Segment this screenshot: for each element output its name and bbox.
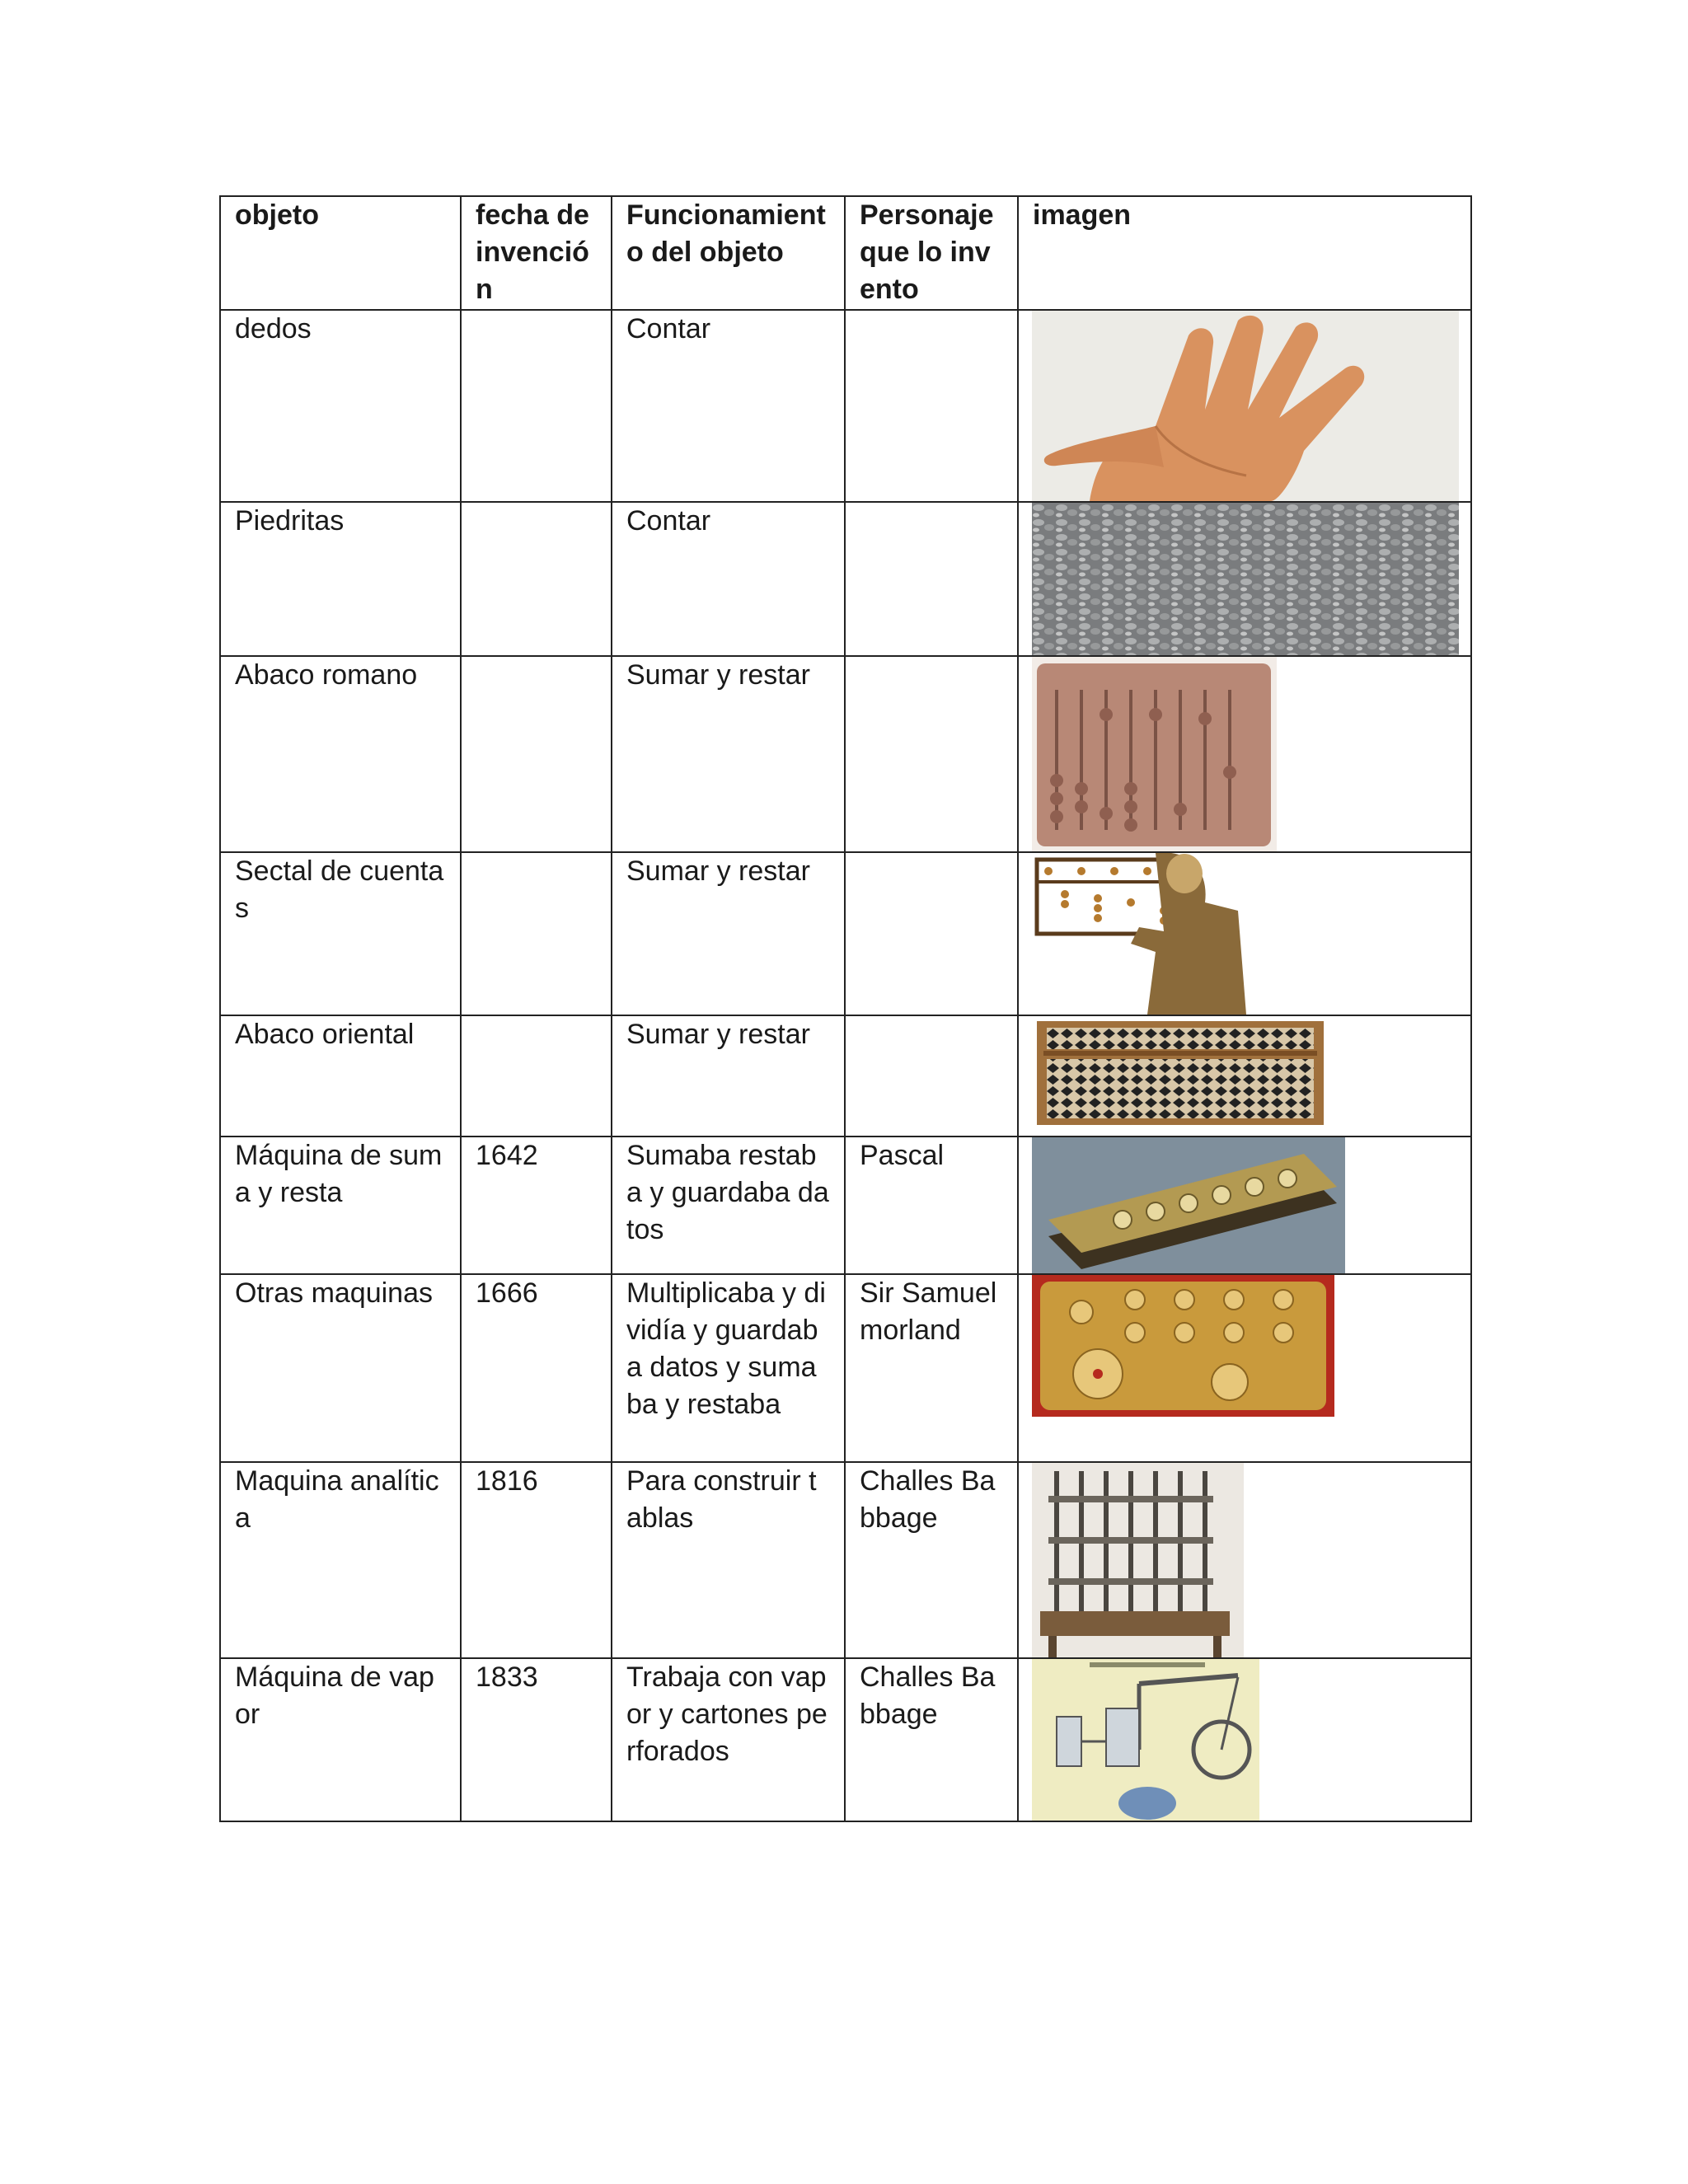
header-objeto: objeto	[220, 196, 461, 310]
cell-imagen	[1018, 502, 1471, 656]
cell-personaje	[845, 852, 1018, 1015]
cell-imagen	[1018, 656, 1471, 852]
cell-personaje	[845, 1015, 1018, 1137]
cell-fecha: 1833	[461, 1658, 612, 1821]
pascaline-photo	[1032, 1137, 1345, 1273]
steam-engine-diagram	[1032, 1659, 1259, 1821]
cell-imagen	[1018, 1274, 1471, 1462]
cell-objeto: Máquina de vapor	[220, 1658, 461, 1821]
table-row	[220, 502, 1471, 656]
cell-fecha	[461, 310, 612, 502]
table-row	[220, 656, 1471, 852]
table-row	[220, 310, 1471, 502]
cell-funcionamiento: Trabaja con vapor y cartones perforados	[612, 1658, 845, 1821]
cell-imagen	[1018, 1137, 1471, 1274]
cell-personaje: Challes Babbage	[845, 1658, 1018, 1821]
oriental-abacus-photo	[1032, 1016, 1329, 1136]
cell-objeto: Otras maquinas	[220, 1274, 461, 1462]
pebbles-photo	[1032, 503, 1459, 655]
cell-objeto: Piedritas	[220, 502, 461, 656]
cell-objeto: Maquina analítica	[220, 1462, 461, 1658]
table-row	[220, 1462, 1471, 1658]
cell-personaje: Sir Samuel morland	[845, 1274, 1018, 1462]
cell-objeto: Abaco oriental	[220, 1015, 461, 1137]
cell-personaje: Pascal	[845, 1137, 1018, 1274]
cell-imagen	[1018, 1015, 1471, 1137]
cell-personaje: Challes Babbage	[845, 1462, 1018, 1658]
cell-objeto: Sectal de cuentas	[220, 852, 461, 1015]
analytical-engine-photo	[1032, 1463, 1244, 1657]
cell-fecha: 1642	[461, 1137, 612, 1274]
hand-photo	[1032, 311, 1459, 501]
table-row	[220, 1015, 1471, 1137]
cell-funcionamiento: Multiplicaba y dividía y guardaba datos y sumaba y restaba	[612, 1274, 845, 1462]
cell-fecha: 1666	[461, 1274, 612, 1462]
cell-funcionamiento: Sumar y restar	[612, 1015, 845, 1137]
roman-abacus-photo	[1032, 657, 1277, 851]
cell-imagen	[1018, 1658, 1471, 1821]
header-personaje: Personaje que lo invento	[845, 196, 1018, 310]
cell-objeto: Abaco romano	[220, 656, 461, 852]
header-imagen: imagen	[1018, 196, 1471, 310]
table-row	[220, 1274, 1471, 1462]
cell-fecha	[461, 1015, 612, 1137]
cell-imagen	[1018, 310, 1471, 502]
header-row	[220, 196, 1471, 310]
cell-fecha	[461, 502, 612, 656]
cell-funcionamiento: Contar	[612, 310, 845, 502]
table-row	[220, 1137, 1471, 1274]
bead-counter-figure-photo	[1032, 853, 1279, 1015]
cell-funcionamiento: Contar	[612, 502, 845, 656]
cell-imagen	[1018, 852, 1471, 1015]
header-funcionamiento: Funcionamiento del objeto	[612, 196, 845, 310]
cell-imagen	[1018, 1462, 1471, 1658]
inventions-table	[219, 195, 1472, 1822]
cell-fecha: 1816	[461, 1462, 612, 1658]
cell-fecha	[461, 852, 612, 1015]
cell-personaje	[845, 502, 1018, 656]
cell-objeto: dedos	[220, 310, 461, 502]
header-fecha: fecha de invención	[461, 196, 612, 310]
cell-personaje	[845, 656, 1018, 852]
table-row	[220, 852, 1471, 1015]
table-row	[220, 1658, 1471, 1821]
cell-fecha	[461, 656, 612, 852]
cell-funcionamiento: Sumar y restar	[612, 852, 845, 1015]
cell-personaje	[845, 310, 1018, 502]
cell-funcionamiento: Para construir tablas	[612, 1462, 845, 1658]
cell-funcionamiento: Sumar y restar	[612, 656, 845, 852]
morland-machine-photo	[1032, 1275, 1334, 1417]
cell-objeto: Máquina de suma y resta	[220, 1137, 461, 1274]
cell-funcionamiento: Sumaba restaba y guardaba datos	[612, 1137, 845, 1274]
